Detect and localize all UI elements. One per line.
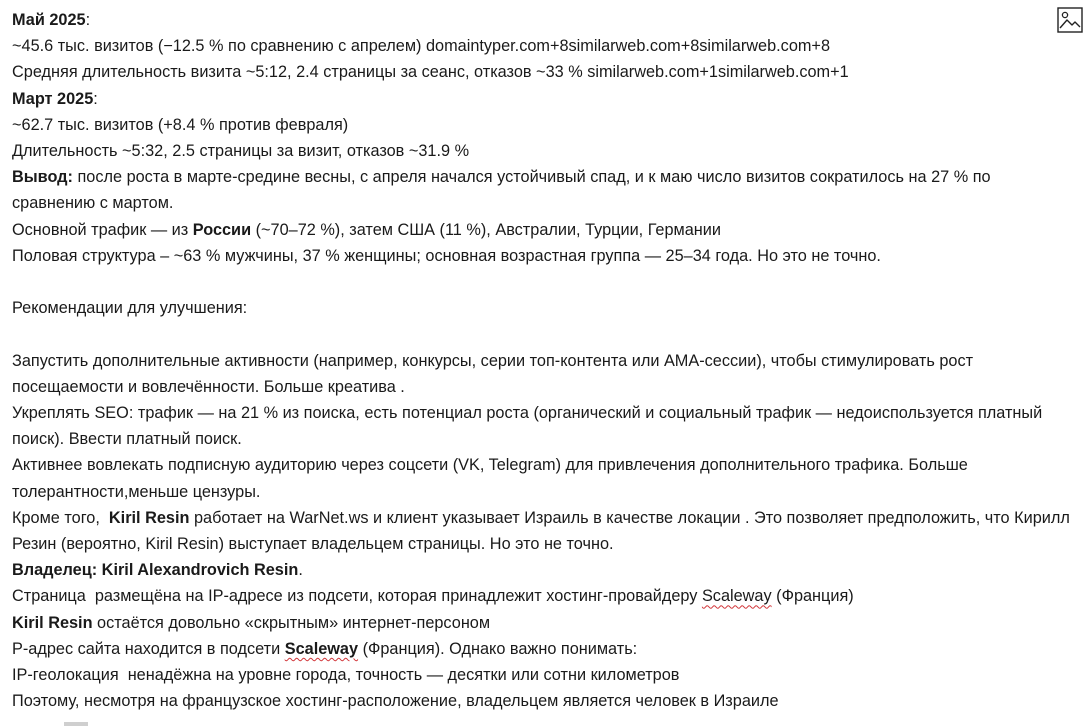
hosting-suffix: (Франция): [771, 587, 854, 606]
conclusion-label: Вывод:: [12, 168, 73, 187]
traffic-country: России: [192, 220, 252, 239]
document-body: [12, 7, 1075, 714]
may-title-colon: :: [85, 11, 91, 29]
gender-paragraph: Половая структура – ~63 % мужчины, 37 % женщины; основная возрастная группа — 25–34 года. Но это не точно.: [12, 246, 881, 265]
hosting-provider: Scaleway: [701, 587, 772, 606]
owner-line: [12, 557, 1072, 583]
owner-label: Владелец: Kiril Alexandrovich Resin: [12, 561, 299, 580]
conclusion-paragraph: [12, 164, 1072, 216]
may-heading: [12, 7, 1072, 33]
also-suffix: работает на WarNet.ws и клиент указывает Израиль в качестве локации . Это позволяет предположить, что Кирилл Резин (вероятно, Kiril Resin) выступает владельцем страницы. Но это не точно.: [12, 508, 1075, 554]
march-duration: Длительность ~5:32, 2.5 страницы за визит, отказов ~31.9 %: [12, 142, 470, 161]
may-title: Май 2025: [12, 11, 86, 29]
recommendations-title: Рекомендации для улучшения:: [12, 299, 248, 318]
march-title: Март 2025: [12, 89, 94, 108]
image-placeholder-icon[interactable]: [1057, 7, 1083, 33]
traffic-paragraph: [12, 217, 1072, 243]
conclusion-text: после роста в марте-средине весны, с апреля начался устойчивый спад, и к маю число визитов сократилось на 27 % по сравнению с мартом.: [12, 168, 996, 213]
hosting-line: [12, 583, 1072, 609]
traffic-suffix: (~70–72 %), затем США (11 %), Австралии, Турции, Германии: [251, 220, 721, 239]
recommendation-3: Активнее вовлекать подписную аудиторию через соцсети (VK, Telegram) для привлечения дополнительного трафика. Больше толерантности,меньше цензуры.: [12, 456, 973, 501]
recommendation-1: Запустить дополнительные активности (например, конкурсы, серии топ-контента или АМА-сессии), чтобы стимулировать рост посещаемости и вовлечённости. Больше креатива .: [12, 351, 978, 396]
hidden-suffix: остаётся довольно «скрытным» интернет-персоном: [92, 613, 491, 632]
ip-subnet-line: [12, 636, 1072, 662]
blank-line: [12, 269, 1072, 295]
also-prefix: Кроме того,: [12, 508, 109, 527]
march-visits: ~62.7 тыс. визитов (+8.4 % против февраля): [12, 115, 349, 134]
also-paragraph: [12, 505, 1075, 557]
march-title-colon: :: [93, 89, 98, 108]
ip-prefix: Р-адрес сайта находится в подсети: [12, 639, 285, 658]
also-name: Kiril Resin: [108, 508, 190, 527]
ip-suffix: (Франция). Однако важно понимать:: [358, 639, 638, 658]
blank-line: [12, 321, 1072, 347]
hidden-name: Kiril Resin: [12, 613, 93, 632]
hidden-persona-line: [12, 610, 1072, 636]
therefore-line: Поэтому, несмотря на французское хостинг-расположение, владельцем является человек в Израиле: [12, 692, 779, 711]
owner-period: .: [298, 561, 303, 580]
march-heading: [12, 86, 1072, 112]
geolocation-line: IP-геолокация ненадёжна на уровне города, точность — десятки или сотни километров: [12, 666, 680, 685]
hosting-prefix: Страница размещёна на IP-адресе из подсети, которая принадлежит хостинг-провайдеру: [12, 587, 702, 606]
ip-provider: Scaleway: [284, 639, 359, 658]
traffic-prefix: Основной трафик — из: [12, 220, 193, 239]
recommendation-2: Укреплять SEO: трафик — на 21 % из поиска, есть потенциал роста (органический и социальный трафик — недоиспользуется платный поиск). Ввести платный поиск.: [12, 404, 1047, 449]
may-duration: Средняя длительность визита ~5:12, 2.4 страницы за сеанс, отказов ~33 % similarweb.com+1similarweb.com+1: [12, 63, 849, 82]
cropped-image-fragment: [64, 722, 88, 726]
may-visits: ~45.6 тыс. визитов (−12.5 % по сравнению с апрелем) domaintyper.com+8similarweb.com+8similarweb.com+8: [12, 37, 830, 56]
